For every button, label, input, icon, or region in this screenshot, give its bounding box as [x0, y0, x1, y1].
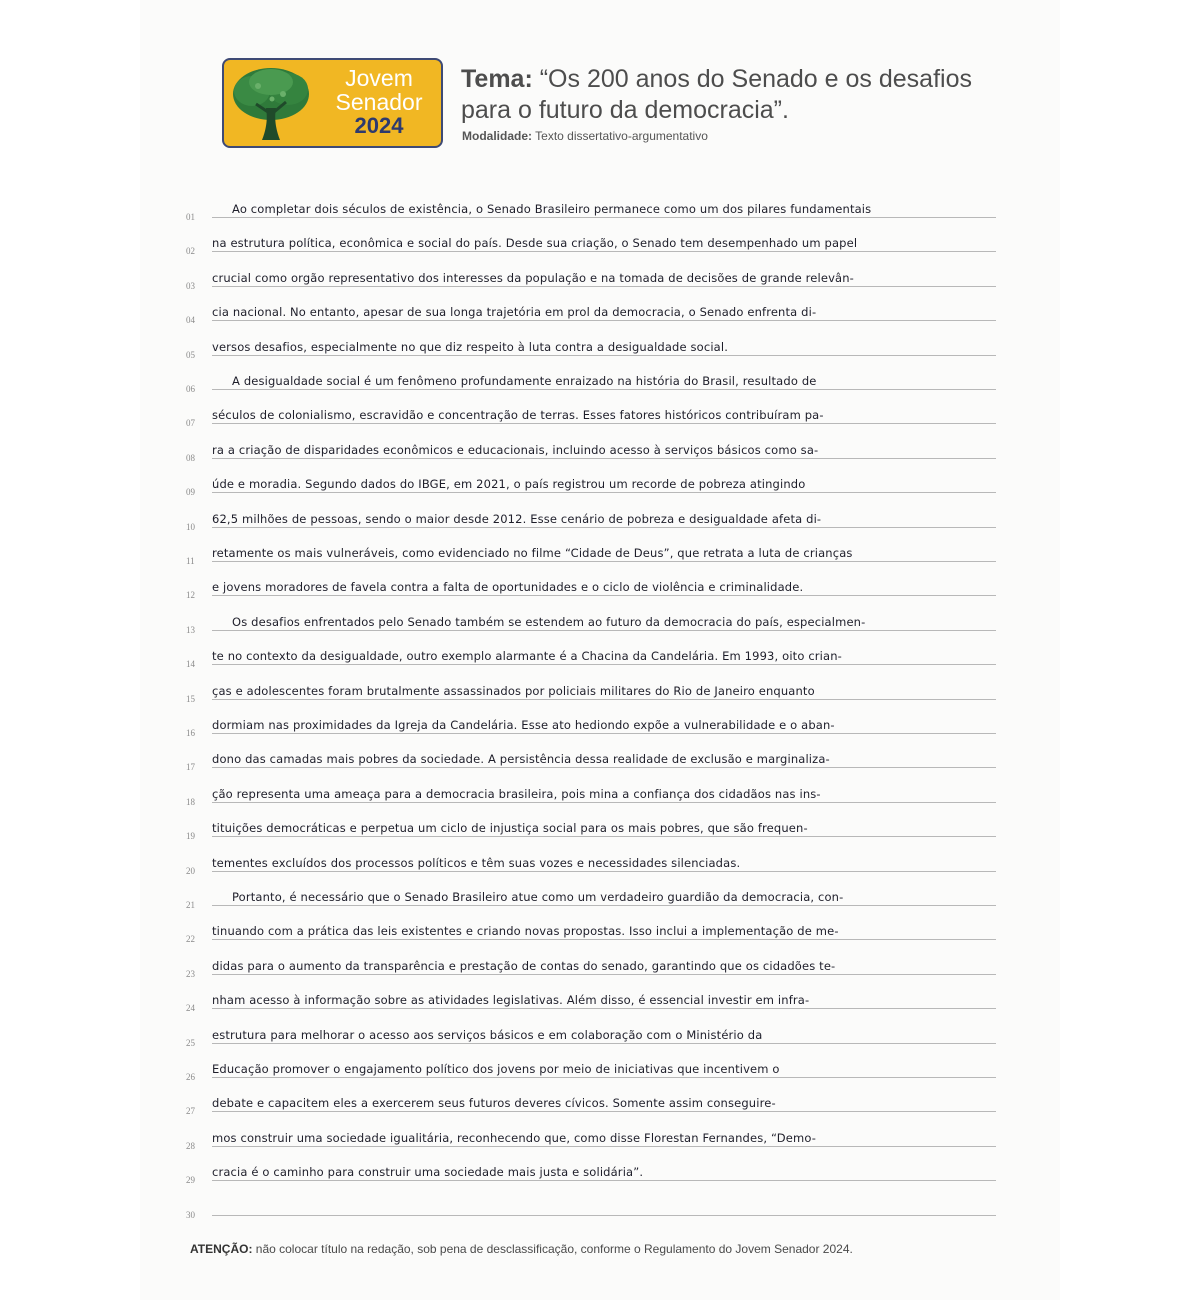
line-text: dormiam nas proximidades da Igreja da Candelária. Esse ato hediondo expõe a vulnerabilidade e o aban-: [212, 718, 835, 732]
line-number: 25: [186, 1037, 195, 1048]
footer-warning: [190, 1242, 853, 1256]
line-number: 22: [186, 934, 195, 945]
line-rule: [212, 733, 996, 734]
line-rule: [212, 699, 996, 700]
line-rule: [212, 905, 996, 906]
line-rule: [212, 974, 996, 975]
warning-label: ATENÇÃO:: [190, 1242, 253, 1256]
essay-line: [186, 1013, 996, 1047]
line-rule: [212, 1077, 996, 1078]
line-number: 28: [186, 1140, 195, 1151]
line-number: 08: [186, 452, 195, 463]
line-rule: [212, 1180, 996, 1181]
essay-line: [186, 841, 996, 875]
warning-text: não colocar título na redação, sob pena de desclassificação, conforme o Regulamento do Jovem Senador 2024.: [255, 1242, 853, 1256]
line-rule: [212, 251, 996, 252]
logo-word-senador: Senador: [335, 89, 423, 115]
line-text: tituições democráticas e perpetua um ciclo de injustiça social para os mais pobres, que são frequen-: [212, 821, 808, 836]
line-number: 10: [186, 521, 195, 532]
line-number: 26: [186, 1072, 195, 1082]
essay-line: [186, 806, 996, 840]
line-text: te no contexto da desigualdade, outro exemplo alarmante é a Chacina da Candelária. Em 1993, oito crian-: [212, 649, 842, 664]
line-number: 18: [186, 796, 195, 807]
logo-year: 2024: [354, 113, 404, 138]
line-rule: [212, 1008, 996, 1009]
essay-line: [186, 428, 996, 462]
essay-line: [186, 531, 996, 565]
line-text: Portanto, é necessário que o Senado Brasileiro atue como um verdadeiro guardião da democracia, con-: [232, 890, 844, 904]
line-rule: [212, 423, 996, 424]
line-text: tinuando com a prática das leis existentes e criando novas propostas. Isso inclui a implementação de me-: [212, 924, 839, 939]
essay-line: [186, 565, 996, 599]
essay-theme: [461, 64, 1021, 126]
essay-line: [186, 600, 996, 634]
line-text: retamente os mais vulneráveis, como evidenciado no filme “Cidade de Deus”, que retrata a luta de crianças: [212, 546, 853, 560]
line-number: 21: [186, 900, 195, 910]
line-rule: [212, 871, 996, 872]
essay-line: [186, 978, 996, 1012]
essay-line: [186, 462, 996, 496]
line-rule: [212, 286, 996, 287]
line-number: 16: [186, 728, 195, 738]
line-rule: [212, 1215, 996, 1216]
line-text: A desigualdade social é um fenômeno profundamente enraizado na história do Brasil, resultado de: [232, 374, 817, 388]
essay-line: [186, 875, 996, 909]
line-rule: [212, 767, 996, 768]
line-text: Educação promover o engajamento político dos jovens por meio de iniciativas que incentivem o: [212, 1062, 780, 1076]
line-rule: [212, 595, 996, 596]
line-number: 05: [186, 349, 195, 360]
line-text: ra a criação de disparidades econômicos e educacionais, incluindo acesso à serviços básicos como sa-: [212, 442, 819, 457]
essay-line: [186, 669, 996, 703]
line-text: crucial como orgão representativo dos interesses da população e na tomada de decisões de grande relevân-: [212, 270, 854, 285]
theme-label: Tema:: [461, 65, 533, 93]
essay-line: [186, 1047, 996, 1081]
line-number: 17: [186, 762, 195, 773]
line-text: ças e adolescentes foram brutalmente assassinados por policiais militares do Rio de Janeiro enquanto: [212, 683, 815, 698]
line-number: 23: [186, 968, 195, 979]
line-text: cia nacional. No entanto, apesar de sua longa trajetória em prol da democracia, o Senado enfrenta di-: [212, 305, 817, 320]
essay-line: [186, 944, 996, 978]
line-number: 27: [186, 1106, 195, 1117]
line-text: estrutura para melhorar o acesso aos serviços básicos e em colaboração com o Ministério da: [212, 1027, 763, 1042]
line-number: 12: [186, 590, 195, 601]
essay-line: [186, 634, 996, 668]
essay-line: [186, 1081, 996, 1115]
line-number: 07: [186, 418, 195, 429]
tree-icon: [228, 64, 314, 146]
essay-line: [186, 393, 996, 427]
essay-line: [186, 187, 996, 221]
theme-text: “Os 200 anos do Senado e os desafios para o futuro da democracia”.: [461, 65, 972, 124]
line-text: e jovens moradores de favela contra a falta de oportunidades e o ciclo de violência e criminalidade.: [212, 580, 804, 595]
line-number: 03: [186, 280, 195, 291]
logo-wordmark: [320, 66, 438, 138]
line-number: 15: [186, 693, 195, 704]
jovem-senador-logo: [222, 58, 443, 148]
line-rule: [212, 527, 996, 528]
line-text: Ao completar dois séculos de existência, o Senado Brasileiro permanece como um dos pilares fundamentais: [232, 202, 872, 216]
modality-text: Texto dissertativo-argumentativo: [535, 129, 708, 143]
modality: [462, 129, 708, 143]
essay-line: [186, 737, 996, 771]
line-number: 24: [186, 1003, 195, 1014]
line-rule: [212, 630, 996, 631]
line-number: 04: [186, 315, 195, 326]
line-text: ção representa uma ameaça para a democracia brasileira, pois mina a confiança dos cidadãos nas ins-: [212, 786, 821, 801]
line-number: 09: [186, 487, 195, 498]
logo-word-jovem: Jovem: [345, 65, 413, 91]
essay-line: [186, 703, 996, 737]
line-number: 06: [186, 384, 195, 394]
line-text: mos construir uma sociedade igualitária, reconhecendo que, como disse Florestan Fernandes, “Demo-: [212, 1130, 817, 1145]
line-rule: [212, 939, 996, 940]
essay-line: [186, 497, 996, 531]
essay-line: [186, 359, 996, 393]
line-rule: [212, 492, 996, 493]
line-text: na estrutura política, econômica e social do país. Desde sua criação, o Senado tem desempenhado um papel: [212, 236, 858, 251]
line-text: úde e moradia. Segundo dados do IBGE, em 2021, o país registrou um recorde de pobreza atingindo: [212, 477, 806, 492]
line-rule: [212, 355, 996, 356]
essay-line: [186, 909, 996, 943]
modality-label: Modalidade:: [462, 129, 533, 143]
line-rule: [212, 664, 996, 665]
line-rule: [212, 1111, 996, 1112]
line-rule: [212, 802, 996, 803]
line-number: 02: [186, 246, 195, 257]
line-number: 20: [186, 865, 195, 876]
line-number: 19: [186, 831, 195, 842]
line-text: didas para o aumento da transparência e prestação de contas do senado, garantindo que os cidadões te-: [212, 958, 836, 973]
line-text: 62,5 milhões de pessoas, sendo o maior desde 2012. Esse cenário de pobreza e desigualdade afeta di-: [212, 511, 822, 526]
line-text: séculos de colonialismo, escravidão e concentração de terras. Esses fatores históricos contribuíram pa-: [212, 408, 824, 423]
essay-line: [186, 290, 996, 324]
line-number: 30: [186, 1209, 195, 1220]
line-rule: [212, 1146, 996, 1147]
essay-line: [186, 325, 996, 359]
line-text: versos desafios, especialmente no que diz respeito à luta contra a desigualdade social.: [212, 339, 729, 354]
line-number: 14: [186, 659, 195, 670]
line-rule: [212, 458, 996, 459]
line-rule: [212, 836, 996, 837]
line-rule: [212, 389, 996, 390]
essay-line: [186, 772, 996, 806]
line-text: tementes excluídos dos processos políticos e têm suas vozes e necessidades silenciadas.: [212, 855, 741, 870]
line-rule: [212, 217, 996, 218]
line-number: 01: [186, 212, 195, 222]
line-rule: [212, 561, 996, 562]
line-rule: [212, 1043, 996, 1044]
line-number: 13: [186, 624, 195, 635]
essay-line: [186, 221, 996, 255]
essay-line: [186, 1185, 996, 1219]
line-text: dono das camadas mais pobres da sociedade. A persistência dessa realidade de exclusão e marginaliza-: [212, 752, 830, 767]
essay-line: [186, 256, 996, 290]
essay-line: [186, 1116, 996, 1150]
essay-line: [186, 1150, 996, 1184]
line-rule: [212, 320, 996, 321]
line-number: 11: [186, 556, 195, 566]
line-text: Os desafios enfrentados pelo Senado também se estendem ao futuro da democracia do país, especialmen-: [232, 614, 866, 629]
line-text: nham acesso à informação sobre as atividades legislativas. Além disso, é essencial investir em infra-: [212, 993, 810, 1008]
line-text: debate e capacitem eles a exercerem seus futuros deveres cívicos. Somente assim conseguire-: [212, 1096, 776, 1111]
line-text: cracia é o caminho para construir uma sociedade mais justa e solidária”.: [212, 1165, 644, 1180]
line-number: 29: [186, 1175, 195, 1186]
